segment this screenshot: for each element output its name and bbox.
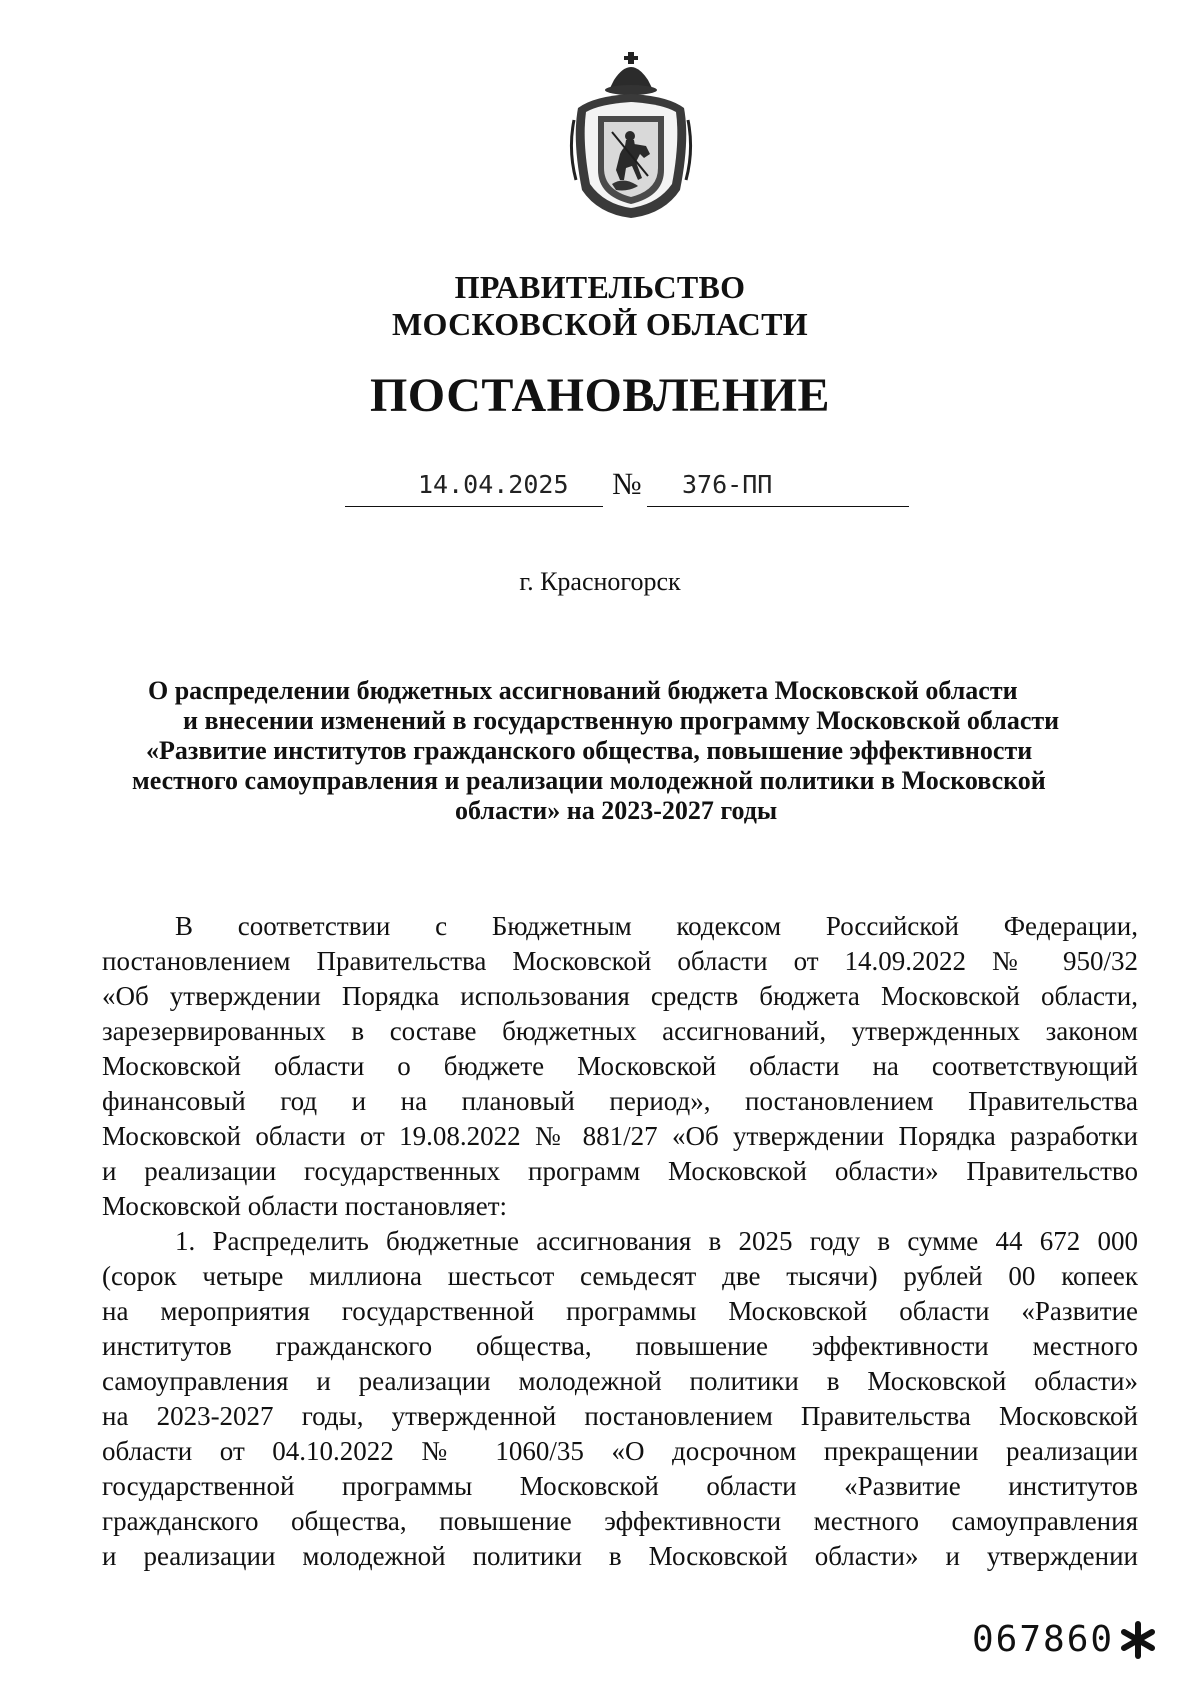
title-line: «Развитие институтов гражданского общества, повышение эффективности (146, 736, 1033, 765)
title-line: и внесении изменений в государственную программу Московской области (183, 706, 1060, 735)
number-sign: № (612, 466, 642, 501)
document-type-heading: ПОСТАНОВЛЕНИЕ (369, 369, 831, 422)
issue-city: г. Красногорск (519, 567, 681, 596)
title-line: О распределении бюджетных ассигнований бюджета Московской области (148, 676, 1018, 705)
body-line: на мероприятия государственной программы Московской области «Развитие (102, 1296, 1138, 1326)
body-line: «Об утверждении Порядка использования средств бюджета Московской области, (102, 981, 1138, 1011)
body-line: Московской области постановляет: (102, 1191, 507, 1221)
body-line: государственной программы Московской области «Развитие институтов (102, 1471, 1138, 1501)
body-line: области от 04.10.2022 № 1060/35 «О досрочном прекращении реализации (102, 1436, 1138, 1466)
body-line: и реализации государственных программ Московской области» Правительство (102, 1156, 1138, 1186)
title-line: местного самоуправления и реализации молодежной политики в Московской (132, 766, 1046, 795)
body-line: институтов гражданского общества, повышение эффективности местного (102, 1331, 1138, 1361)
asterisk-star-icon (1118, 1620, 1158, 1660)
form-serial-number: 067860 (972, 1619, 1115, 1660)
body-line: Московской области о бюджете Московской области на соответствующий (102, 1051, 1138, 1081)
document-date: 14.04.2025 (418, 470, 569, 499)
body-line: зарезервированных в составе бюджетных ассигнований, утвержденных законом (102, 1016, 1138, 1046)
body-line: на 2023-2027 годы, утвержденной постановлением Правительства Московской (102, 1401, 1138, 1431)
organization-name-line-2: МОСКОВСКОЙ ОБЛАСТИ (392, 306, 808, 342)
organization-name-line-1: ПРАВИТЕЛЬСТВО (454, 269, 746, 305)
body-line: В соответствии с Бюджетным кодексом Российской Федерации, (175, 911, 1138, 941)
body-line: постановлением Правительства Московской области от 14.09.2022 № 950/32 (102, 946, 1138, 976)
body-line: финансовый год и на плановый период», постановлением Правительства (102, 1086, 1138, 1116)
document-number: 376-ПП (682, 470, 773, 499)
body-line: Московской области от 19.08.2022 № 881/27 «Об утверждении Порядка разработки (102, 1121, 1138, 1151)
body-line: 1. Распределить бюджетные ассигнования в 2025 году в сумме 44 672 000 (175, 1226, 1138, 1256)
body-line: и реализации молодежной политики в Московской области» и утверждении (102, 1541, 1138, 1571)
body-line: гражданского общества, повышение эффективности местного самоуправления (102, 1506, 1138, 1536)
moscow-oblast-coat-of-arms-icon (568, 50, 694, 220)
body-line: (сорок четыре миллиона шестьсот семьдесят две тысячи) рублей 00 копеек (102, 1261, 1138, 1291)
title-line: области» на 2023-2027 годы (455, 796, 778, 825)
body-line: самоуправления и реализации молодежной политики в Московской области» (102, 1366, 1138, 1396)
